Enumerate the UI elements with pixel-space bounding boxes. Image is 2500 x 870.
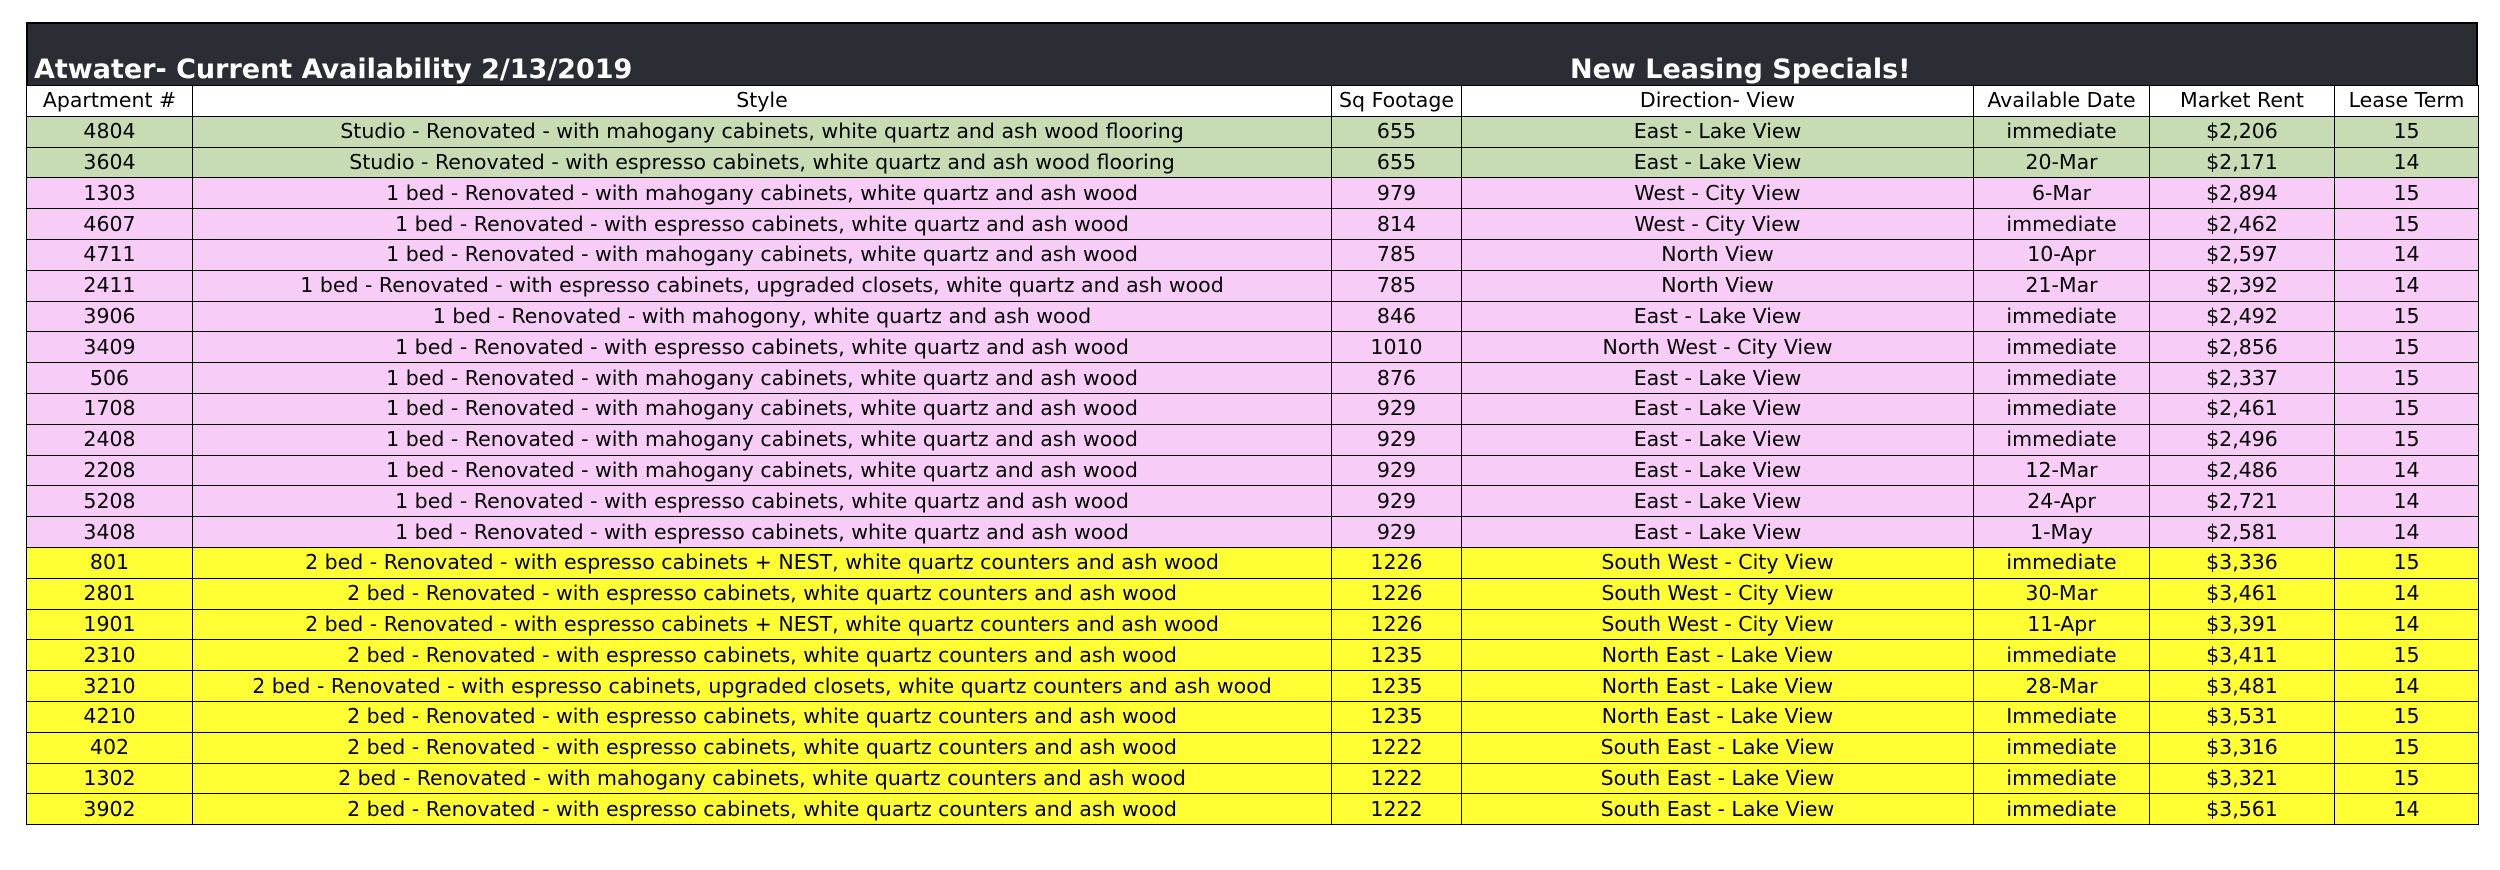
table-row xyxy=(27,671,2479,702)
cell-direction-view: North East - Lake View xyxy=(1462,671,1974,702)
cell-lease-term: 14 xyxy=(2335,486,2479,517)
cell-market-rent: $3,391 xyxy=(2150,609,2335,640)
cell-style: 1 bed - Renovated - with espresso cabinets, white quartz and ash wood xyxy=(193,332,1332,363)
cell-lease-term: 15 xyxy=(2335,178,2479,209)
cell-market-rent: $2,496 xyxy=(2150,424,2335,455)
cell-lease-term: 15 xyxy=(2335,332,2479,363)
cell-lease-term: 14 xyxy=(2335,147,2479,178)
table-body xyxy=(27,116,2479,824)
table-row xyxy=(27,424,2479,455)
cell-sq-footage: 929 xyxy=(1332,486,1462,517)
col-header-sq-footage: Sq Footage xyxy=(1332,86,1462,117)
cell-apartment: 3906 xyxy=(27,301,193,332)
cell-direction-view: North East - Lake View xyxy=(1462,640,1974,671)
specials-banner: New Leasing Specials! xyxy=(1570,54,1911,85)
table-row xyxy=(27,763,2479,794)
cell-apartment: 3409 xyxy=(27,332,193,363)
table-row xyxy=(27,332,2479,363)
cell-market-rent: $2,597 xyxy=(2150,239,2335,270)
col-header-lease-term: Lease Term xyxy=(2335,86,2479,117)
table-row xyxy=(27,578,2479,609)
cell-apartment: 2310 xyxy=(27,640,193,671)
cell-lease-term: 15 xyxy=(2335,116,2479,147)
cell-sq-footage: 979 xyxy=(1332,178,1462,209)
cell-sq-footage: 846 xyxy=(1332,301,1462,332)
col-header-market-rent: Market Rent xyxy=(2150,86,2335,117)
cell-lease-term: 14 xyxy=(2335,517,2479,548)
sheet-title: Atwater- Current Availability 2/13/2019 xyxy=(34,54,633,85)
cell-lease-term: 15 xyxy=(2335,301,2479,332)
cell-sq-footage: 1010 xyxy=(1332,332,1462,363)
cell-style: 2 bed - Renovated - with mahogany cabinets, white quartz counters and ash wood xyxy=(193,763,1332,794)
cell-market-rent: $2,337 xyxy=(2150,363,2335,394)
cell-available-date: 30-Mar xyxy=(1974,578,2150,609)
cell-style: 1 bed - Renovated - with espresso cabinets, white quartz and ash wood xyxy=(193,209,1332,240)
table-row xyxy=(27,640,2479,671)
cell-available-date: 21-Mar xyxy=(1974,270,2150,301)
table-row xyxy=(27,609,2479,640)
cell-market-rent: $3,321 xyxy=(2150,763,2335,794)
cell-lease-term: 14 xyxy=(2335,239,2479,270)
cell-available-date: 6-Mar xyxy=(1974,178,2150,209)
cell-style: 1 bed - Renovated - with mahogany cabinets, white quartz and ash wood xyxy=(193,239,1332,270)
header-row xyxy=(27,86,2479,117)
cell-sq-footage: 929 xyxy=(1332,393,1462,424)
cell-style: 1 bed - Renovated - with espresso cabinets, upgraded closets, white quartz and ash wood xyxy=(193,270,1332,301)
cell-apartment: 4804 xyxy=(27,116,193,147)
cell-market-rent: $3,336 xyxy=(2150,547,2335,578)
table-row xyxy=(27,732,2479,763)
cell-apartment: 3408 xyxy=(27,517,193,548)
cell-style: 1 bed - Renovated - with mahogany cabinets, white quartz and ash wood xyxy=(193,178,1332,209)
cell-direction-view: East - Lake View xyxy=(1462,363,1974,394)
cell-lease-term: 14 xyxy=(2335,609,2479,640)
table-row xyxy=(27,178,2479,209)
cell-available-date: immediate xyxy=(1974,732,2150,763)
cell-available-date: 20-Mar xyxy=(1974,147,2150,178)
cell-available-date: Immediate xyxy=(1974,701,2150,732)
cell-available-date: immediate xyxy=(1974,640,2150,671)
cell-market-rent: $2,581 xyxy=(2150,517,2335,548)
cell-sq-footage: 655 xyxy=(1332,147,1462,178)
cell-apartment: 2208 xyxy=(27,455,193,486)
table-row xyxy=(27,270,2479,301)
cell-lease-term: 15 xyxy=(2335,424,2479,455)
cell-sq-footage: 1235 xyxy=(1332,640,1462,671)
cell-apartment: 4711 xyxy=(27,239,193,270)
cell-available-date: immediate xyxy=(1974,332,2150,363)
cell-direction-view: East - Lake View xyxy=(1462,517,1974,548)
cell-sq-footage: 1222 xyxy=(1332,732,1462,763)
cell-market-rent: $2,462 xyxy=(2150,209,2335,240)
cell-direction-view: South West - City View xyxy=(1462,547,1974,578)
table-row xyxy=(27,301,2479,332)
cell-style: 2 bed - Renovated - with espresso cabinets + NEST, white quartz counters and ash wood xyxy=(193,609,1332,640)
cell-lease-term: 14 xyxy=(2335,794,2479,825)
cell-style: 1 bed - Renovated - with mahogany cabinets, white quartz and ash wood xyxy=(193,393,1332,424)
table-row xyxy=(27,547,2479,578)
cell-sq-footage: 929 xyxy=(1332,424,1462,455)
cell-market-rent: $2,492 xyxy=(2150,301,2335,332)
cell-available-date: immediate xyxy=(1974,209,2150,240)
table-row xyxy=(27,701,2479,732)
cell-available-date: immediate xyxy=(1974,794,2150,825)
cell-direction-view: North View xyxy=(1462,239,1974,270)
table-row xyxy=(27,209,2479,240)
cell-direction-view: East - Lake View xyxy=(1462,116,1974,147)
cell-style: 1 bed - Renovated - with mahogany cabinets, white quartz and ash wood xyxy=(193,424,1332,455)
cell-available-date: 12-Mar xyxy=(1974,455,2150,486)
cell-available-date: immediate xyxy=(1974,763,2150,794)
cell-style: Studio - Renovated - with mahogany cabinets, white quartz and ash wood flooring xyxy=(193,116,1332,147)
cell-available-date: immediate xyxy=(1974,424,2150,455)
cell-apartment: 2408 xyxy=(27,424,193,455)
table-row xyxy=(27,239,2479,270)
cell-available-date: 11-Apr xyxy=(1974,609,2150,640)
cell-lease-term: 15 xyxy=(2335,547,2479,578)
cell-lease-term: 14 xyxy=(2335,270,2479,301)
cell-available-date: immediate xyxy=(1974,301,2150,332)
table-row xyxy=(27,486,2479,517)
cell-available-date: 10-Apr xyxy=(1974,239,2150,270)
cell-sq-footage: 655 xyxy=(1332,116,1462,147)
cell-apartment: 1901 xyxy=(27,609,193,640)
cell-sq-footage: 876 xyxy=(1332,363,1462,394)
cell-style: 1 bed - Renovated - with mahogany cabinets, white quartz and ash wood xyxy=(193,455,1332,486)
cell-sq-footage: 929 xyxy=(1332,517,1462,548)
cell-apartment: 5208 xyxy=(27,486,193,517)
cell-direction-view: East - Lake View xyxy=(1462,486,1974,517)
cell-style: 1 bed - Renovated - with espresso cabinets, white quartz and ash wood xyxy=(193,517,1332,548)
cell-apartment: 2801 xyxy=(27,578,193,609)
cell-direction-view: North East - Lake View xyxy=(1462,701,1974,732)
cell-market-rent: $2,721 xyxy=(2150,486,2335,517)
col-header-direction-view: Direction- View xyxy=(1462,86,1974,117)
cell-lease-term: 14 xyxy=(2335,455,2479,486)
cell-apartment: 4210 xyxy=(27,701,193,732)
cell-apartment: 1302 xyxy=(27,763,193,794)
table-row xyxy=(27,517,2479,548)
cell-sq-footage: 785 xyxy=(1332,239,1462,270)
title-bar xyxy=(26,22,2478,85)
cell-direction-view: South West - City View xyxy=(1462,578,1974,609)
cell-direction-view: North West - City View xyxy=(1462,332,1974,363)
cell-sq-footage: 1235 xyxy=(1332,701,1462,732)
cell-sq-footage: 1235 xyxy=(1332,671,1462,702)
cell-market-rent: $3,531 xyxy=(2150,701,2335,732)
cell-apartment: 2411 xyxy=(27,270,193,301)
col-header-available-date: Available Date xyxy=(1974,86,2150,117)
cell-direction-view: West - City View xyxy=(1462,178,1974,209)
cell-apartment: 1303 xyxy=(27,178,193,209)
cell-market-rent: $2,461 xyxy=(2150,393,2335,424)
cell-apartment: 801 xyxy=(27,547,193,578)
cell-sq-footage: 785 xyxy=(1332,270,1462,301)
cell-style: 2 bed - Renovated - with espresso cabinets, white quartz counters and ash wood xyxy=(193,640,1332,671)
cell-direction-view: East - Lake View xyxy=(1462,393,1974,424)
cell-market-rent: $2,856 xyxy=(2150,332,2335,363)
cell-style: 1 bed - Renovated - with mahogony, white quartz and ash wood xyxy=(193,301,1332,332)
cell-sq-footage: 814 xyxy=(1332,209,1462,240)
cell-apartment: 506 xyxy=(27,363,193,394)
cell-direction-view: South East - Lake View xyxy=(1462,794,1974,825)
cell-lease-term: 15 xyxy=(2335,701,2479,732)
table-row xyxy=(27,363,2479,394)
cell-direction-view: South East - Lake View xyxy=(1462,763,1974,794)
cell-apartment: 402 xyxy=(27,732,193,763)
cell-style: 2 bed - Renovated - with espresso cabinets, white quartz counters and ash wood xyxy=(193,794,1332,825)
cell-style: 1 bed - Renovated - with espresso cabinets, white quartz and ash wood xyxy=(193,486,1332,517)
cell-available-date: 1-May xyxy=(1974,517,2150,548)
cell-market-rent: $3,481 xyxy=(2150,671,2335,702)
col-header-apartment: Apartment # xyxy=(27,86,193,117)
cell-market-rent: $2,171 xyxy=(2150,147,2335,178)
cell-lease-term: 14 xyxy=(2335,578,2479,609)
table-row xyxy=(27,147,2479,178)
cell-style: 2 bed - Renovated - with espresso cabinets + NEST, white quartz counters and ash wood xyxy=(193,547,1332,578)
cell-available-date: immediate xyxy=(1974,116,2150,147)
cell-direction-view: East - Lake View xyxy=(1462,424,1974,455)
cell-lease-term: 15 xyxy=(2335,363,2479,394)
cell-market-rent: $2,894 xyxy=(2150,178,2335,209)
cell-market-rent: $2,486 xyxy=(2150,455,2335,486)
table-row xyxy=(27,393,2479,424)
cell-style: 2 bed - Renovated - with espresso cabinets, white quartz counters and ash wood xyxy=(193,578,1332,609)
cell-market-rent: $3,411 xyxy=(2150,640,2335,671)
cell-market-rent: $3,561 xyxy=(2150,794,2335,825)
cell-style: Studio - Renovated - with espresso cabinets, white quartz and ash wood flooring xyxy=(193,147,1332,178)
table-row xyxy=(27,794,2479,825)
availability-sheet xyxy=(26,22,2478,825)
cell-market-rent: $2,392 xyxy=(2150,270,2335,301)
cell-sq-footage: 1226 xyxy=(1332,609,1462,640)
cell-apartment: 3902 xyxy=(27,794,193,825)
cell-style: 2 bed - Renovated - with espresso cabinets, white quartz counters and ash wood xyxy=(193,732,1332,763)
cell-lease-term: 15 xyxy=(2335,763,2479,794)
cell-style: 1 bed - Renovated - with mahogany cabinets, white quartz and ash wood xyxy=(193,363,1332,394)
cell-lease-term: 15 xyxy=(2335,209,2479,240)
cell-direction-view: South West - City View xyxy=(1462,609,1974,640)
cell-direction-view: West - City View xyxy=(1462,209,1974,240)
cell-market-rent: $2,206 xyxy=(2150,116,2335,147)
cell-available-date: immediate xyxy=(1974,363,2150,394)
cell-sq-footage: 1222 xyxy=(1332,763,1462,794)
cell-sq-footage: 929 xyxy=(1332,455,1462,486)
cell-lease-term: 15 xyxy=(2335,732,2479,763)
cell-market-rent: $3,461 xyxy=(2150,578,2335,609)
cell-apartment: 3604 xyxy=(27,147,193,178)
cell-direction-view: South East - Lake View xyxy=(1462,732,1974,763)
table-row xyxy=(27,116,2479,147)
cell-style: 2 bed - Renovated - with espresso cabinets, upgraded closets, white quartz counters and ash wood xyxy=(193,671,1332,702)
cell-sq-footage: 1222 xyxy=(1332,794,1462,825)
cell-direction-view: North View xyxy=(1462,270,1974,301)
cell-apartment: 1708 xyxy=(27,393,193,424)
cell-sq-footage: 1226 xyxy=(1332,578,1462,609)
cell-lease-term: 15 xyxy=(2335,393,2479,424)
cell-available-date: immediate xyxy=(1974,547,2150,578)
cell-apartment: 3210 xyxy=(27,671,193,702)
table-row xyxy=(27,455,2479,486)
cell-lease-term: 15 xyxy=(2335,640,2479,671)
cell-lease-term: 14 xyxy=(2335,671,2479,702)
availability-table xyxy=(26,85,2479,825)
cell-direction-view: East - Lake View xyxy=(1462,147,1974,178)
cell-apartment: 4607 xyxy=(27,209,193,240)
cell-sq-footage: 1226 xyxy=(1332,547,1462,578)
cell-direction-view: East - Lake View xyxy=(1462,455,1974,486)
cell-available-date: 28-Mar xyxy=(1974,671,2150,702)
cell-available-date: immediate xyxy=(1974,393,2150,424)
cell-style: 2 bed - Renovated - with espresso cabinets, white quartz counters and ash wood xyxy=(193,701,1332,732)
col-header-style: Style xyxy=(193,86,1332,117)
cell-direction-view: East - Lake View xyxy=(1462,301,1974,332)
cell-available-date: 24-Apr xyxy=(1974,486,2150,517)
cell-market-rent: $3,316 xyxy=(2150,732,2335,763)
